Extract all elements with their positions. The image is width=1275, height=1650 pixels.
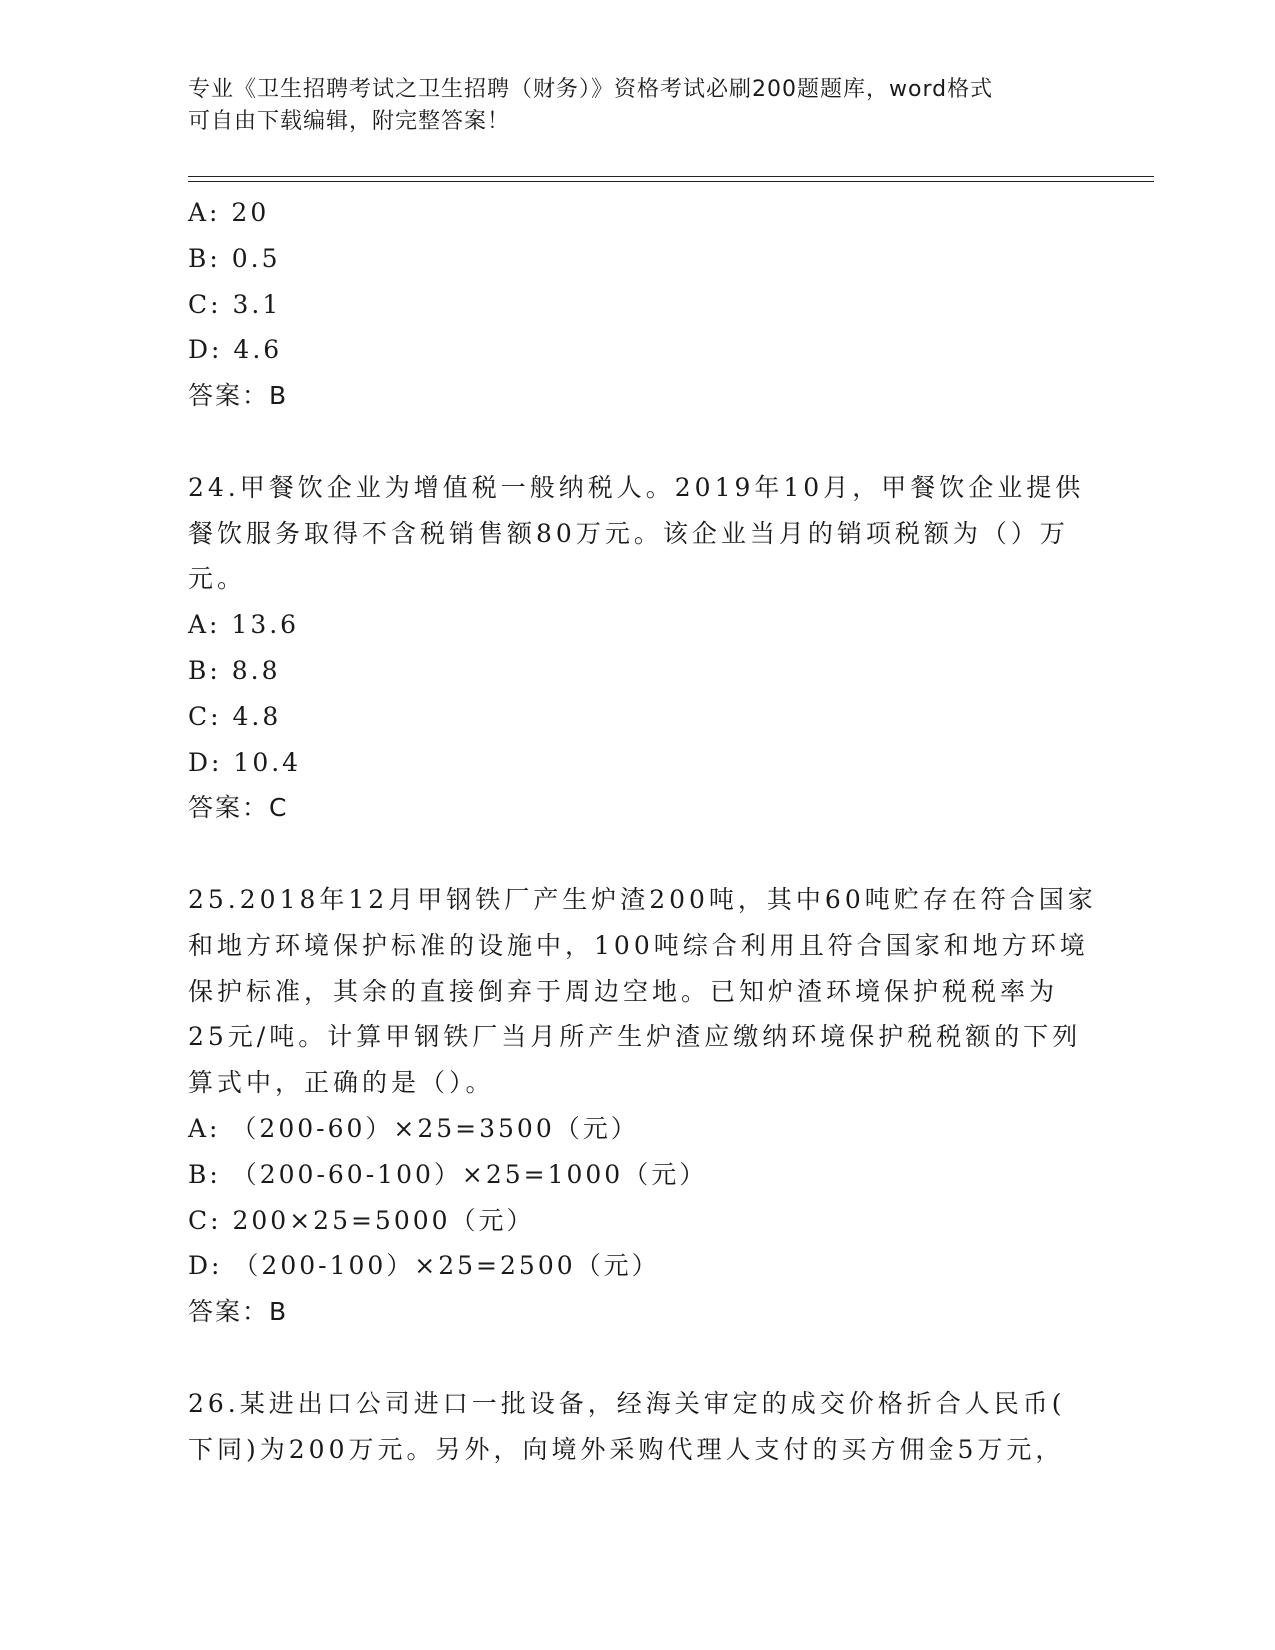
option-c: C: 3.1 [188,289,282,319]
question-line: 餐饮服务取得不含税销售额80万元。该企业当月的销项税额为（）万 [188,518,1069,548]
question-line: 算式中，正确的是（）。 [188,1068,495,1098]
header-rule-bottom [188,181,1154,182]
question-26-block [188,1381,1088,1473]
question-24-text [188,465,1088,602]
option-d: D: 4.6 [188,335,283,365]
header-rule-top [188,176,1154,177]
header-line-1: 专业《卫生招聘考试之卫生招聘（财务）》资格考试必刷200题题库，word格式 [188,77,994,102]
answer-line: 答案：B [188,381,289,411]
answer-line: 答案：C [188,793,289,823]
prev-question-block [188,190,1088,419]
option-d: D: （200-100）×25=2500（元） [188,1251,660,1281]
option-a: A: 13.6 [188,610,300,640]
document-body [188,190,1097,1472]
question-line: 和地方环境保护标准的设施中，100吨综合利用且符合国家和地方环境 [188,930,1089,960]
question-line: 元。 [188,564,247,594]
spacer [188,419,1088,465]
question-25-text [188,877,1097,1106]
option-a: A: 20 [188,198,270,227]
spacer [188,1335,1088,1381]
question-24-block [188,465,1088,831]
question-line: 25.2018年12月甲钢铁厂产生炉渣200吨，其中60吨贮存在符合国家 [188,884,1097,914]
option-b: B: （200-60-100）×25=1000（元） [188,1159,708,1189]
question-line: 26.某进出口公司进口一批设备，经海关审定的成交价格折合人民币( [188,1388,1066,1418]
question-line: 25元/吨。计算甲钢铁厂当月所产生炉渣应缴纳环境保护税税额的下列 [188,1022,1082,1052]
document-header [188,74,1068,138]
header-line-2: 可自由下载编辑，附完整答案！ [188,109,511,134]
option-a: A: （200-60）×25=3500（元） [188,1113,639,1143]
question-line: 下同)为200万元。另外，向境外采购代理人支付的买方佣金5万元， [188,1434,1065,1464]
option-b: B: 0.5 [188,243,281,273]
question-26-text [188,1381,1088,1473]
spacer [188,831,1088,877]
option-b: B: 8.8 [188,655,281,685]
question-line: 24.甲餐饮企业为增值税一般纳税人。2019年10月，甲餐饮企业提供 [188,472,1085,502]
answer-line: 答案：B [188,1297,289,1327]
option-d: D: 10.4 [188,747,302,777]
question-25-block [188,877,1097,1335]
option-c: C: 4.8 [188,701,282,731]
question-line: 保护标准，其余的直接倒弃于周边空地。已知炉渣环境保护税税率为 [188,976,1059,1006]
option-c: C: 200×25=5000（元） [188,1205,535,1235]
